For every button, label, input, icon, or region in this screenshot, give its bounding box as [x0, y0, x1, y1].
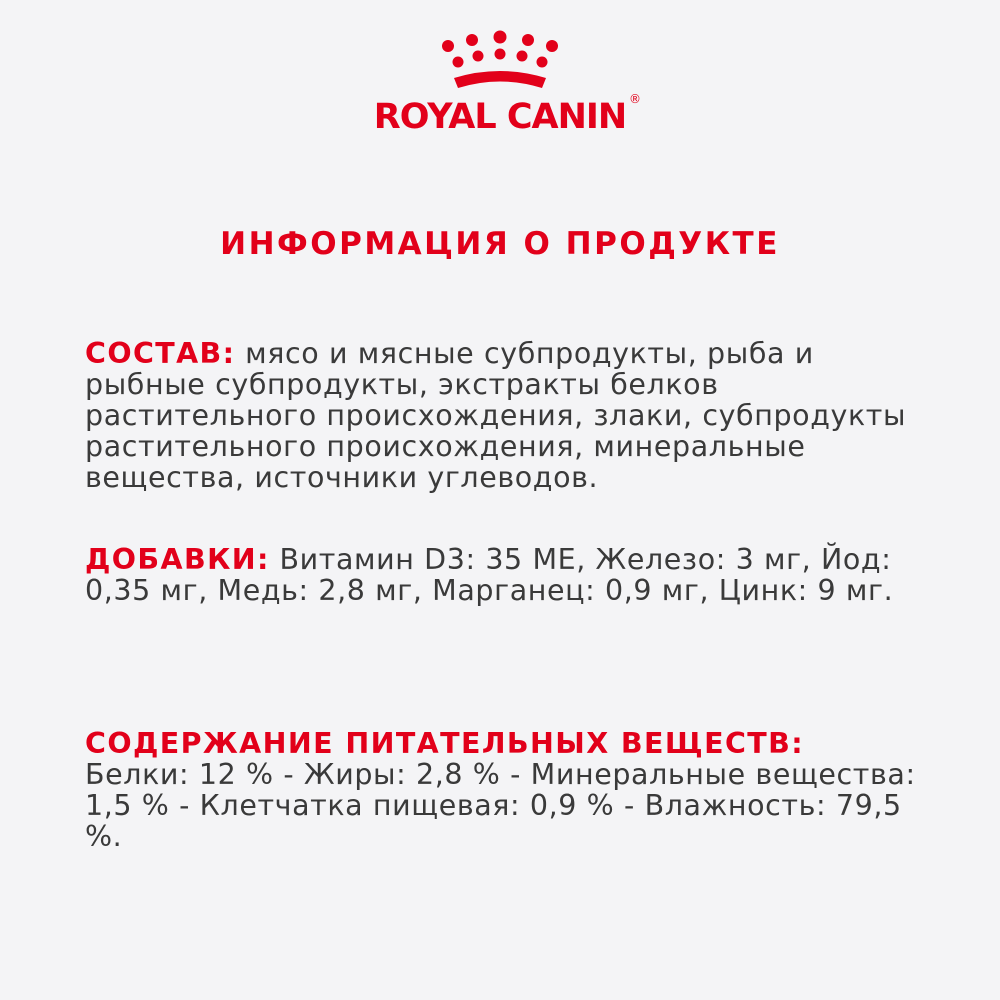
trademark-symbol: ®	[629, 92, 641, 106]
page-title: ИНФОРМАЦИЯ О ПРОДУКТЕ	[220, 226, 780, 262]
nutrients-text: Белки: 12 % - Жиры: 2,8 % - Минеральные вещества: 1,5 % - Клетчатка пищевая: 0,9 % - Влажность: 79,5 %.	[85, 758, 916, 853]
additives-section	[85, 544, 925, 606]
composition-text: мясо и мясные субпродукты, рыба и рыбные субпродукты, экстракты белков растительного происхождения, злаки, субпродукты растительного происхождения, минеральные вещества, источники углеводов.	[85, 337, 907, 494]
additives-label: ДОБАВКИ:	[85, 543, 270, 576]
royal-canin-logo	[350, 18, 650, 138]
composition-label: СОСТАВ:	[85, 337, 236, 370]
additives-text: Витамин D3: 35 МЕ, Железо: 3 мг, Йод: 0,35 мг, Медь: 2,8 мг, Марганец: 0,9 мг, Цинк: 9 мг.	[85, 543, 894, 607]
logo-wordmark: ROYAL CANIN	[373, 97, 627, 137]
crown-logo-icon	[350, 18, 650, 138]
nutrients-section	[85, 728, 925, 852]
composition-section	[85, 338, 925, 493]
nutrients-label: СОДЕРЖАНИЕ ПИТАТЕЛЬНЫХ ВЕЩЕСТВ:	[85, 727, 805, 760]
